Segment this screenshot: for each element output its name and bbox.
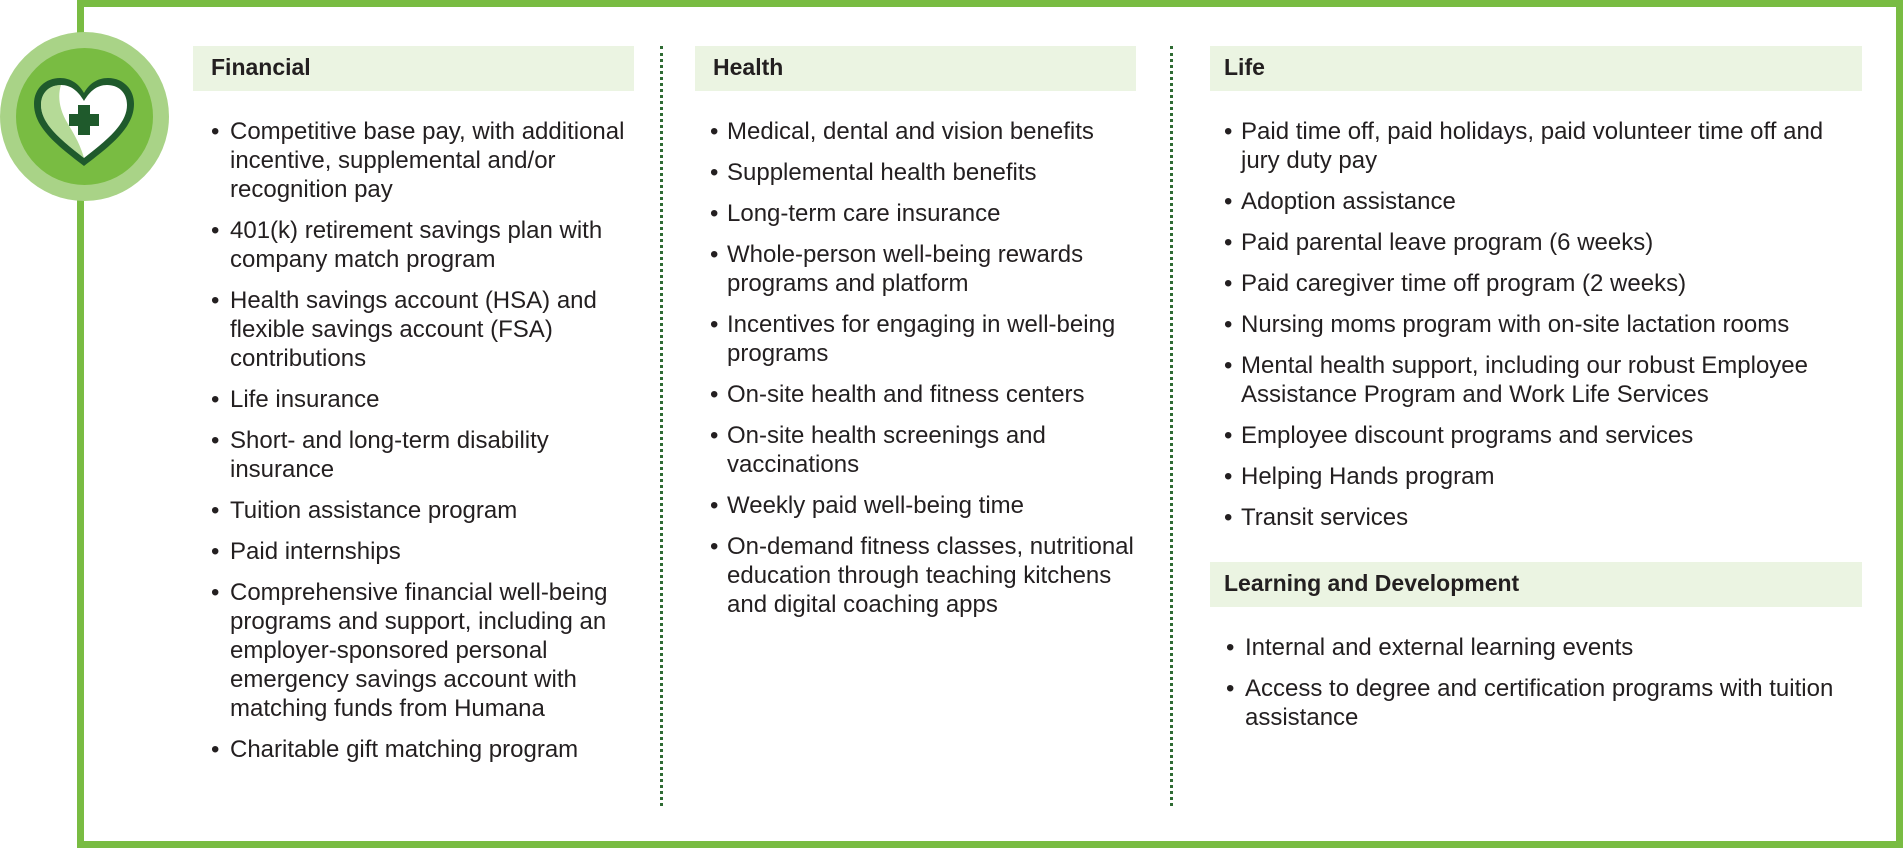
list-item: • Comprehensive financial well-being programs and support, including an employer-sponsored personal emergency savings account with matching funds from Humana: [193, 578, 634, 723]
life-header: Life: [1210, 46, 1862, 91]
list-item: • On-site health screenings and vaccinations: [695, 421, 1136, 479]
list-item: • Transit services: [1210, 503, 1862, 532]
list-item: • Tuition assistance program: [193, 496, 634, 525]
life-list: [1210, 117, 1862, 532]
learning-header: Learning and Development: [1210, 562, 1862, 607]
list-item: • Charitable gift matching program: [193, 735, 634, 764]
list-item: • Paid parental leave program (6 weeks): [1210, 228, 1862, 257]
list-item: • Weekly paid well-being time: [695, 491, 1136, 520]
list-item: • Mental health support, including our robust Employee Assistance Program and Work Life Services: [1210, 351, 1862, 409]
list-item: • Competitive base pay, with additional incentive, supplemental and/or recognition pay: [193, 117, 634, 204]
list-item: • Medical, dental and vision benefits: [695, 117, 1136, 146]
health-header: Health: [695, 46, 1136, 91]
list-item: • 401(k) retirement savings plan with company match program: [193, 216, 634, 274]
learning-list: [1210, 633, 1862, 732]
list-item: • Health savings account (HSA) and flexible savings account (FSA) contributions: [193, 286, 634, 373]
list-item: • On-site health and fitness centers: [695, 380, 1136, 409]
financial-section: [193, 46, 634, 776]
column-divider: [1170, 46, 1173, 806]
list-item: • Paid internships: [193, 537, 634, 566]
list-item: • Internal and external learning events: [1210, 633, 1862, 662]
list-item: • Long-term care insurance: [695, 199, 1136, 228]
list-item: • Short- and long-term disability insurance: [193, 426, 634, 484]
list-item: • Nursing moms program with on-site lactation rooms: [1210, 310, 1862, 339]
list-item: • Whole-person well-being rewards programs and platform: [695, 240, 1136, 298]
list-item: • Life insurance: [193, 385, 634, 414]
learning-section: [1210, 562, 1862, 732]
list-item: • Incentives for engaging in well-being programs: [695, 310, 1136, 368]
benefits-badge: [0, 32, 169, 201]
health-section: [695, 46, 1136, 631]
list-item: • Paid time off, paid holidays, paid volunteer time off and jury duty pay: [1210, 117, 1862, 175]
list-item: • On-demand fitness classes, nutritional education through teaching kitchens and digital coaching apps: [695, 532, 1136, 619]
list-item: • Adoption assistance: [1210, 187, 1862, 216]
heart-plus-icon: [28, 74, 140, 170]
list-item: • Paid caregiver time off program (2 weeks): [1210, 269, 1862, 298]
financial-header: Financial: [193, 46, 634, 91]
health-list: [695, 117, 1136, 619]
list-item: • Access to degree and certification programs with tuition assistance: [1210, 674, 1862, 732]
list-item: • Supplemental health benefits: [695, 158, 1136, 187]
list-item: • Employee discount programs and services: [1210, 421, 1862, 450]
financial-list: [193, 117, 634, 764]
life-section: [1210, 46, 1862, 744]
list-item: • Helping Hands program: [1210, 462, 1862, 491]
column-divider: [660, 46, 663, 806]
